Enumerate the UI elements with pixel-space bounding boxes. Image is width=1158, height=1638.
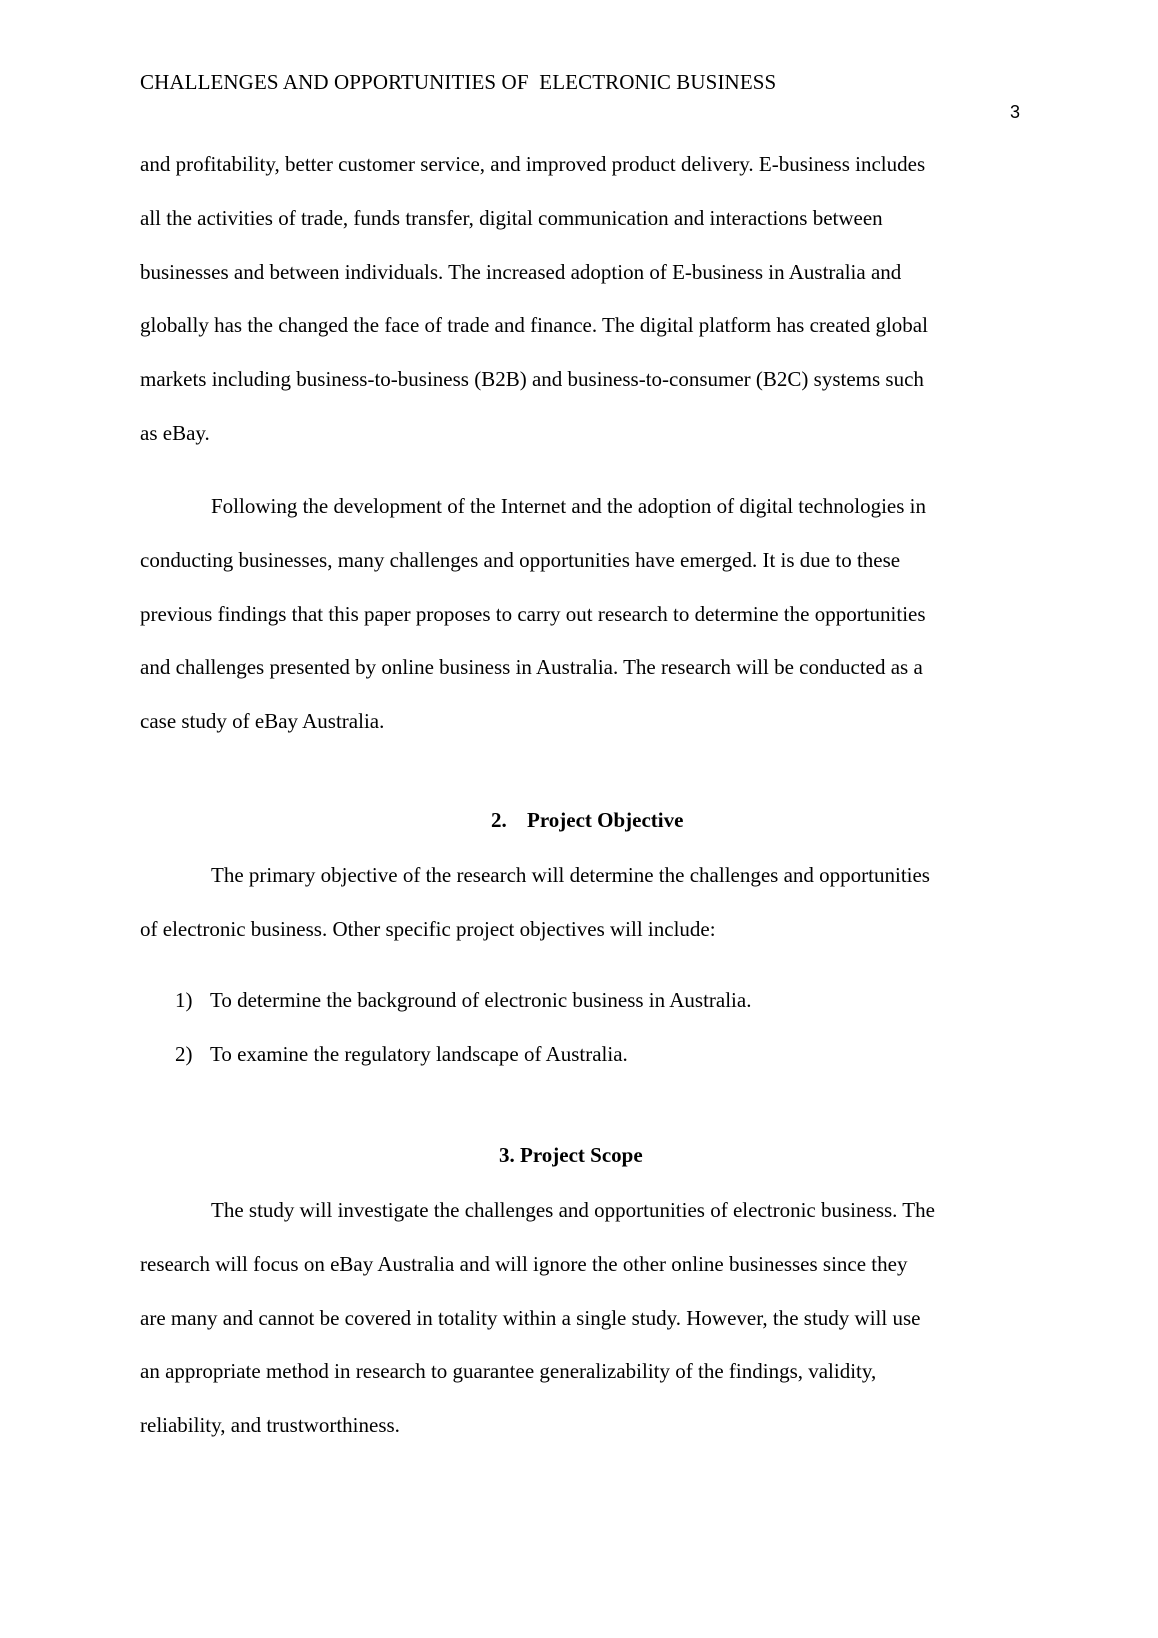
paragraph-scope [140,1184,1020,1453]
paragraph-line: an appropriate method in research to guarantee generalizability of the findings, validity, [140,1359,877,1384]
paragraph-line: of electronic business. Other specific project objectives will include: [140,916,716,941]
list-item-text: To examine the regulatory landscape of Australia. [210,1042,628,1066]
paragraph-objective [140,849,1020,957]
paragraph-background [140,480,1020,749]
list-item [175,988,751,1013]
paragraph-line: all the activities of trade, funds transfer, digital communication and interactions between [140,205,883,230]
paragraph-line: businesses and between individuals. The increased adoption of E-business in Australia and [140,259,902,284]
heading-number: 2. [491,808,507,832]
paragraph-line: as eBay. [140,420,210,445]
paragraph-line: The study will investigate the challenges and opportunities of electronic business. The [211,1198,935,1222]
paragraph-line: reliability, and trustworthiness. [140,1413,400,1438]
paragraph-intro-continued [140,138,1020,461]
running-head: CHALLENGES AND OPPORTUNITIES OF ELECTRONIC BUSINESS [140,70,777,94]
heading-project-scope: 3. Project Scope [499,1143,643,1167]
paragraph-line: are many and cannot be covered in totality within a single study. However, the study will use [140,1305,921,1330]
paragraph-line: globally has the changed the face of trade and finance. The digital platform has created global [140,313,928,338]
paragraph-line: research will focus on eBay Australia and will ignore the other online businesses since they [140,1251,908,1276]
list-marker: 1) [175,988,193,1012]
paragraph-line: Following the development of the Internet and the adoption of digital technologies in [211,494,927,518]
heading-title: Project Objective [527,808,684,832]
list-marker: 2) [175,1042,193,1066]
paragraph-line: and challenges presented by online business in Australia. The research will be conducted as a [140,655,923,680]
heading-project-objective [491,808,683,833]
paragraph-line: previous findings that this paper proposes to carry out research to determine the opportunities [140,601,926,626]
paragraph-line: The primary objective of the research will determine the challenges and opportunities [211,863,930,887]
paragraph-line: case study of eBay Australia. [140,709,385,734]
paragraph-line: conducting businesses, many challenges and opportunities have emerged. It is due to these [140,547,901,572]
list-item-text: To determine the background of electronic business in Australia. [210,988,752,1012]
list-item [175,1042,628,1067]
paragraph-line: markets including business-to-business (B2B) and business-to-consumer (B2C) systems such [140,367,924,392]
page-number: 3 [1009,102,1020,122]
paragraph-line: and profitability, better customer service, and improved product delivery. E-business includes [140,152,926,176]
